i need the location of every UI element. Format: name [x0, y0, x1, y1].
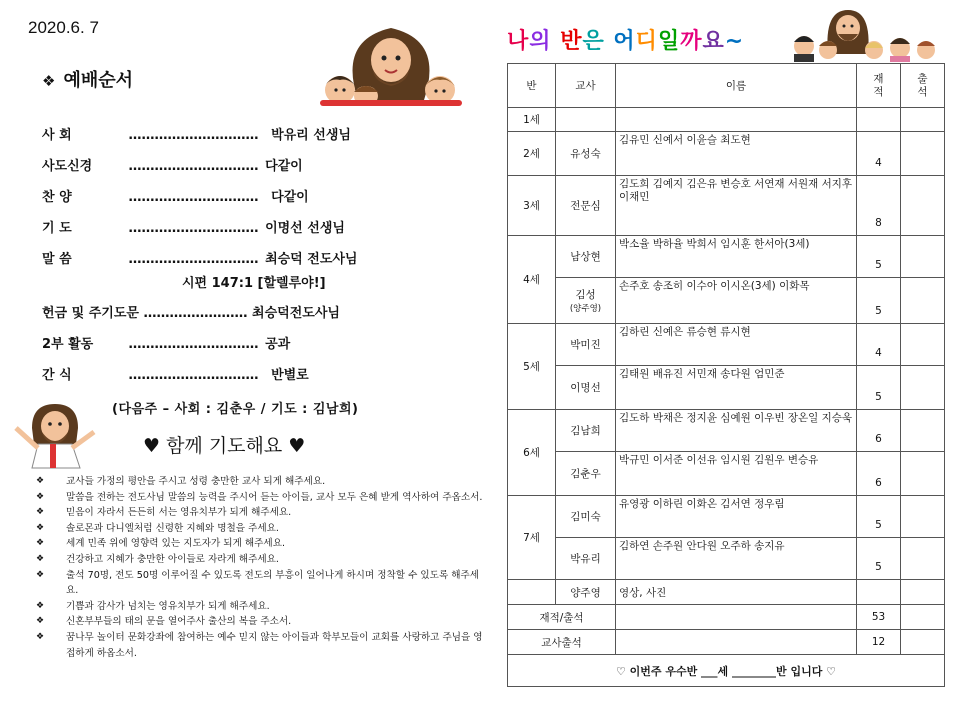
title-char: 은 — [582, 29, 605, 54]
scripture-reference: 시편 147:1 [할렐루야!] — [182, 276, 326, 291]
title-char: 요 — [702, 29, 725, 54]
table-header-row — [508, 64, 945, 108]
list-item: ❖ 솔로몬과 다니엘처럼 신령한 지혜와 명철을 주세요. — [36, 522, 279, 534]
table-row: 3세 전문심 김도희 김예지 김은유 변승호 서연재 서원재 서지후 이채민 8 — [508, 176, 945, 236]
table-row-enrolled-total: 재적/출석 53 — [508, 605, 945, 630]
list-item: ❖ 신혼부부들의 태의 문을 열어주사 출산의 복을 주소서. — [36, 616, 292, 628]
roster-title — [507, 24, 744, 55]
list-item: ❖ 세계 민족 위에 영향력 있는 지도자가 되게 해주세요. — [36, 538, 286, 550]
list-item: ❖ 건강하고 지혜가 충만한 아이들로 자라게 해주세요. — [36, 553, 279, 565]
table-row: 박유리 김하연 손주원 안다원 오주하 송지유 5 — [508, 538, 945, 580]
title-char: 일 — [657, 29, 681, 54]
jesus-children-illustration — [318, 20, 464, 106]
title-char: 디 — [635, 29, 658, 54]
title-char: 의 — [529, 29, 552, 54]
list-item: ❖ 꿈나무 놀이터 문화강좌에 참여하는 예수 믿지 않는 아이들과 학부모들이 교회를 사랑하고 주님을 영접하게 하옵소서. — [36, 631, 483, 659]
header-attend: 출 석 — [901, 64, 945, 108]
title-char: ~ — [724, 29, 745, 54]
table-row: 6세 김남희 김도하 박채은 정지윤 심예원 이우빈 장온일 지승욱 6 — [508, 410, 945, 452]
list-item: ❖ 믿음이 자라서 든든히 서는 영유치부가 되게 해주세요. — [36, 507, 292, 519]
table-row: 김성 (양주영) 손주호 송조히 이수아 이시온(3세) 이화목 5 — [508, 278, 945, 324]
table-row-footer — [508, 655, 945, 687]
table-row: 5세 박미진 김하린 신예은 류승현 류시현 4 — [508, 324, 945, 366]
list-item: ❖ 말씀을 전하는 전도사님 말씀의 능력을 주시어 듣는 아이들, 교사 모두 은혜 받게 역사하여 주옵소서. — [36, 491, 483, 503]
title-char: 어 — [613, 29, 636, 54]
list-item: ❖ 기쁨과 감사가 넘치는 영유치부가 되게 해주세요. — [36, 600, 270, 612]
header-names: 이름 — [616, 64, 857, 108]
bulletin-date: 2020.6. 7 — [28, 18, 99, 37]
table-row: 7세 김미숙 유영광 이하린 이화온 김서연 정우림 5 — [508, 496, 945, 538]
worship-order-title: ❖ 예배순서 — [42, 70, 134, 91]
table-row: 2세 유성숙 김유민 신예서 이윤슬 최도현 4 — [508, 132, 945, 176]
prayer-list — [36, 474, 486, 661]
title-char: 반 — [560, 29, 583, 54]
best-class-notice: ♡ 이번주 우수반 ___세 ________반 입니다 ♡ — [508, 655, 945, 687]
table-row: 양주영 영상, 사진 — [508, 580, 945, 605]
table-row: 김춘우 박규민 이서준 이선유 임시원 김원우 변승유 6 — [508, 452, 945, 496]
order-row-activity: 2부 활동 ………………………… 공과 — [42, 337, 291, 352]
jesus-cartoon-illustration — [10, 398, 100, 470]
header-enrolled: 재 적 — [857, 64, 901, 108]
title-char — [552, 29, 561, 54]
jesus-children-group-illustration — [784, 6, 944, 62]
list-item: ❖ 교사들 가정의 평안을 주시고 성령 충만한 교사 되게 해주세요. — [36, 476, 326, 487]
order-row-creed: 사도신경 ………………………… 다같이 — [42, 159, 303, 174]
list-item: ❖ 출석 70명, 전도 50명 이루어질 수 있도록 전도의 부흥이 일어나게 하시며 정착할 수 있도록 해주세요. — [36, 569, 480, 597]
table-row-teacher-attendance: 교사출석 12 — [508, 630, 945, 655]
diamond-bullet-icon: ❖ — [42, 72, 56, 90]
title-char: 까 — [680, 29, 703, 54]
header-class: 반 — [508, 64, 556, 108]
table-row: 이명선 김태원 배유진 서민재 송다원 엄민준 5 — [508, 366, 945, 410]
order-row-snack: 간 식 ………………………… 반별로 — [42, 368, 309, 383]
table-row: 1세 — [508, 108, 945, 132]
header-teacher: 교사 — [556, 64, 616, 108]
prayer-section-title: ♥ 함께 기도해요 ♥ — [143, 435, 306, 457]
next-week-duty: (다음주 – 사회 : 김춘우 / 기도 : 김남희) — [112, 402, 359, 417]
title-char: 나 — [507, 29, 530, 54]
table-row: 4세 남상현 박소율 박하율 박희서 임시훈 한서아(3세) 5 — [508, 236, 945, 278]
order-row-sermon: 말 씀 ………………………… 최승덕 전도사님 — [42, 252, 358, 267]
class-roster-table — [507, 63, 945, 687]
order-row-prayer: 기 도 ………………………… 이명선 선생님 — [42, 221, 345, 236]
order-row-praise: 찬 양 ………………………… 다같이 — [42, 190, 309, 205]
order-row-host: 사 회 ………………………… 박유리 선생님 — [42, 128, 351, 143]
order-row-offering: 헌금 및 주기도문 …………………… 최승덕전도사님 — [42, 306, 340, 321]
